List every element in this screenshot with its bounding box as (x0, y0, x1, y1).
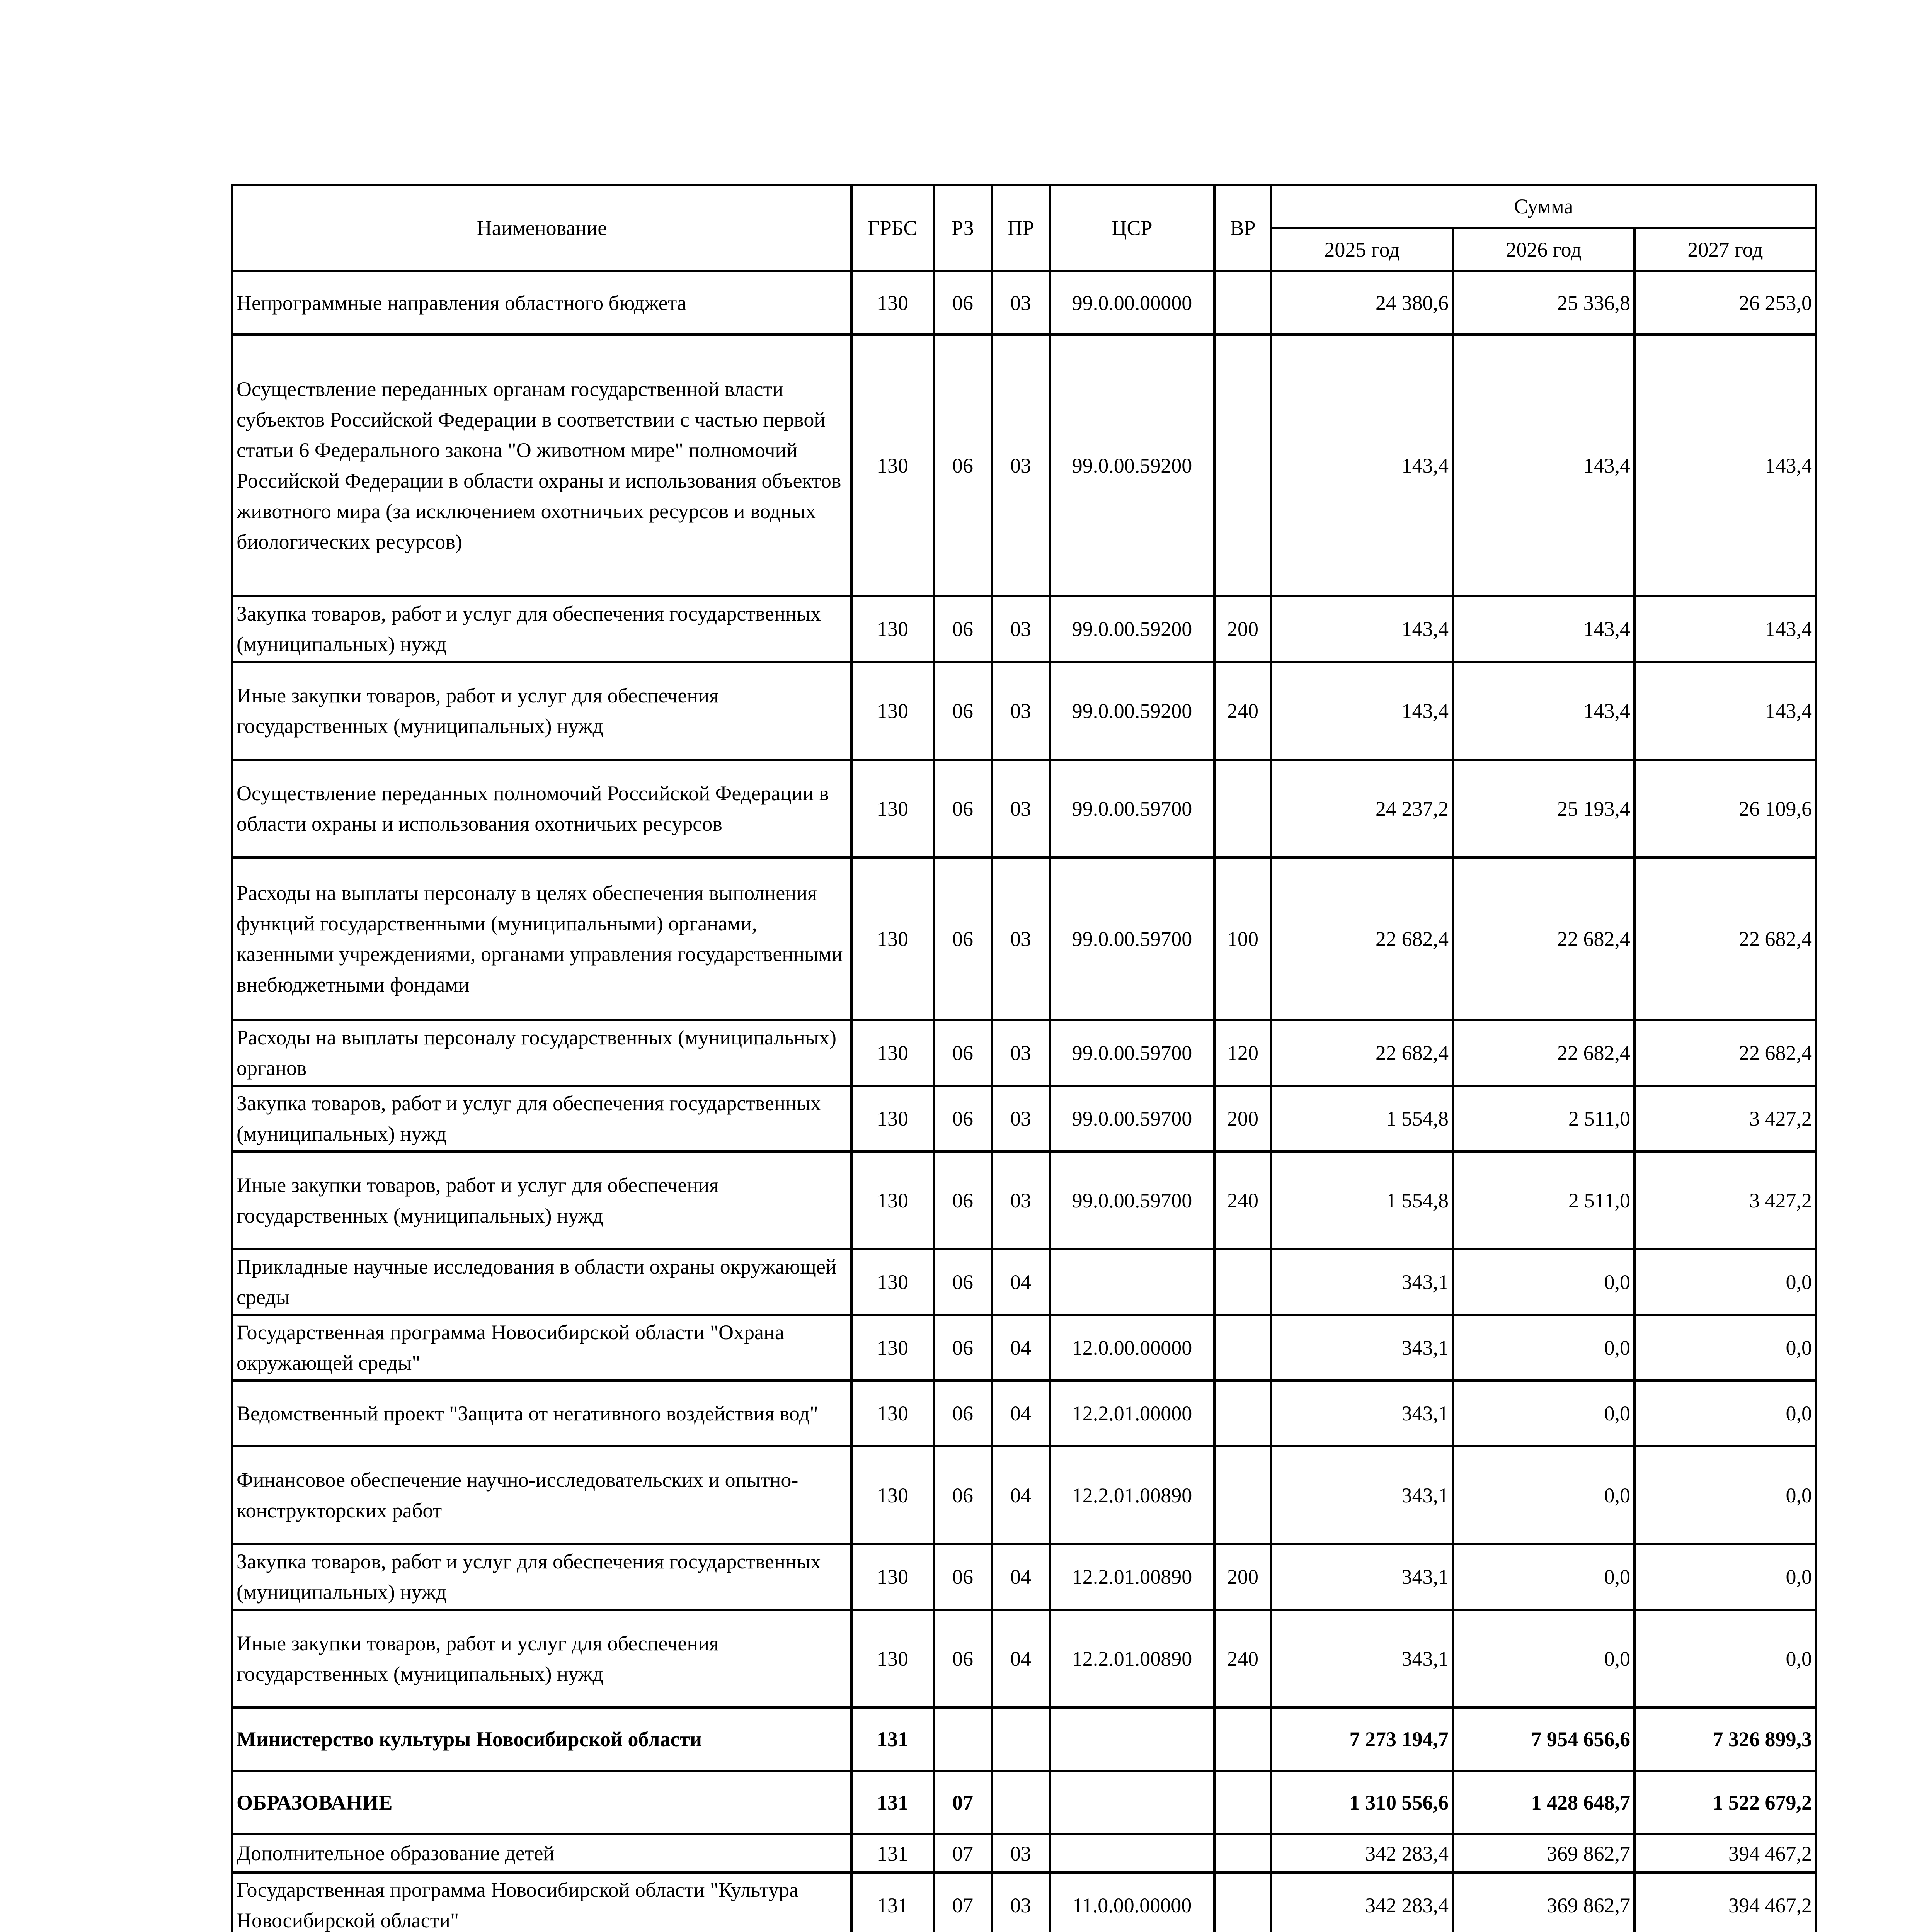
cell-y2027: 0,0 (1634, 1544, 1816, 1610)
cell-y2027: 0,0 (1634, 1249, 1816, 1315)
header-2025: 2025 год (1271, 228, 1453, 271)
cell-y2027: 26 109,6 (1634, 760, 1816, 857)
cell-y2025: 143,4 (1271, 662, 1453, 760)
cell-name: Осуществление переданных органам государственной власти субъектов Российской Федерации в соответствии с частью первой статьи 6 Федерального закона "О животном мире" полномочий Российской Федерации в области охраны и использования объектов животного мира (за исключением охотничьих ресурсов и водных биологических ресурсов) (232, 335, 851, 596)
cell-grbs: 130 (851, 1151, 934, 1249)
cell-pr: 04 (992, 1610, 1050, 1708)
cell-y2026: 0,0 (1453, 1381, 1634, 1446)
cell-y2026: 0,0 (1453, 1446, 1634, 1544)
header-2027: 2027 год (1634, 228, 1816, 271)
cell-grbs: 130 (851, 1315, 934, 1381)
cell-csr: 99.0.00.59200 (1050, 662, 1214, 760)
cell-y2026: 369 862,7 (1453, 1834, 1634, 1872)
cell-vr (1214, 335, 1271, 596)
cell-y2026: 143,4 (1453, 662, 1634, 760)
cell-grbs: 130 (851, 335, 934, 596)
cell-vr: 200 (1214, 1086, 1271, 1151)
table-row (232, 1771, 1816, 1834)
cell-pr: 03 (992, 1020, 1050, 1086)
cell-y2027: 26 253,0 (1634, 271, 1816, 335)
cell-y2025: 343,1 (1271, 1544, 1453, 1610)
cell-rz: 06 (934, 857, 992, 1020)
cell-pr: 03 (992, 1151, 1050, 1249)
cell-y2025: 22 682,4 (1271, 857, 1453, 1020)
cell-grbs: 130 (851, 1381, 934, 1446)
cell-pr: 04 (992, 1315, 1050, 1381)
cell-y2025: 24 380,6 (1271, 271, 1453, 335)
cell-name: Закупка товаров, работ и услуг для обеспечения государственных (муниципальных) нужд (232, 596, 851, 662)
cell-vr (1214, 1381, 1271, 1446)
cell-vr: 200 (1214, 596, 1271, 662)
table-row (232, 662, 1816, 760)
cell-csr (1050, 1771, 1214, 1834)
cell-csr: 12.0.00.00000 (1050, 1315, 1214, 1381)
cell-grbs: 130 (851, 271, 934, 335)
cell-rz: 06 (934, 662, 992, 760)
cell-y2025: 1 554,8 (1271, 1086, 1453, 1151)
cell-y2027: 3 427,2 (1634, 1151, 1816, 1249)
cell-vr: 240 (1214, 1151, 1271, 1249)
cell-grbs: 130 (851, 760, 934, 857)
cell-rz: 06 (934, 335, 992, 596)
cell-y2025: 343,1 (1271, 1446, 1453, 1544)
cell-rz: 07 (934, 1771, 992, 1834)
cell-y2027: 394 467,2 (1634, 1834, 1816, 1872)
cell-csr: 12.2.01.00890 (1050, 1446, 1214, 1544)
cell-rz: 06 (934, 1446, 992, 1544)
table-row (232, 1544, 1816, 1610)
cell-y2027: 22 682,4 (1634, 1020, 1816, 1086)
cell-y2026: 1 428 648,7 (1453, 1771, 1634, 1834)
header-2026: 2026 год (1453, 228, 1634, 271)
cell-name: Расходы на выплаты персоналу в целях обеспечения выполнения функций государственными (муниципальными) органами, казенными учреждениями, органами управления государственными внебюджетными фондами (232, 857, 851, 1020)
cell-vr (1214, 760, 1271, 857)
table-row (232, 1020, 1816, 1086)
cell-grbs: 130 (851, 1610, 934, 1708)
cell-vr: 240 (1214, 662, 1271, 760)
cell-grbs: 130 (851, 857, 934, 1020)
cell-name: Прикладные научные исследования в области охраны окружающей среды (232, 1249, 851, 1315)
cell-y2025: 143,4 (1271, 596, 1453, 662)
cell-rz: 06 (934, 760, 992, 857)
cell-pr: 03 (992, 760, 1050, 857)
cell-y2026: 0,0 (1453, 1544, 1634, 1610)
header-pr: ПР (992, 185, 1050, 271)
cell-pr: 03 (992, 271, 1050, 335)
cell-csr: 99.0.00.59700 (1050, 1020, 1214, 1086)
cell-y2026: 0,0 (1453, 1610, 1634, 1708)
cell-y2026: 143,4 (1453, 335, 1634, 596)
cell-csr: 12.2.01.00890 (1050, 1610, 1214, 1708)
cell-y2026: 2 511,0 (1453, 1086, 1634, 1151)
cell-vr: 120 (1214, 1020, 1271, 1086)
cell-y2025: 1 554,8 (1271, 1151, 1453, 1249)
cell-csr (1050, 1249, 1214, 1315)
cell-pr: 04 (992, 1446, 1050, 1544)
cell-y2026: 2 511,0 (1453, 1151, 1634, 1249)
cell-y2026: 0,0 (1453, 1249, 1634, 1315)
header-csr: ЦСР (1050, 185, 1214, 271)
table-row (232, 857, 1816, 1020)
cell-y2027: 143,4 (1634, 596, 1816, 662)
cell-name: Расходы на выплаты персоналу государственных (муниципальных) органов (232, 1020, 851, 1086)
cell-csr: 99.0.00.59200 (1050, 335, 1214, 596)
cell-csr (1050, 1834, 1214, 1872)
cell-vr (1214, 1708, 1271, 1771)
cell-name: Министерство культуры Новосибирской области (232, 1708, 851, 1771)
cell-y2026: 25 193,4 (1453, 760, 1634, 857)
cell-y2025: 143,4 (1271, 335, 1453, 596)
cell-csr: 99.0.00.59700 (1050, 1151, 1214, 1249)
cell-csr: 99.0.00.59700 (1050, 857, 1214, 1020)
cell-grbs: 130 (851, 1446, 934, 1544)
cell-name: Государственная программа Новосибирской области "Культура Новосибирской области" (232, 1872, 851, 1932)
cell-y2027: 0,0 (1634, 1610, 1816, 1708)
cell-rz: 07 (934, 1834, 992, 1872)
cell-rz: 06 (934, 1381, 992, 1446)
cell-grbs: 131 (851, 1872, 934, 1932)
cell-grbs: 131 (851, 1771, 934, 1834)
cell-csr: 99.0.00.59700 (1050, 760, 1214, 857)
cell-csr (1050, 1708, 1214, 1771)
cell-y2027: 143,4 (1634, 662, 1816, 760)
cell-y2027: 7 326 899,3 (1634, 1708, 1816, 1771)
cell-pr (992, 1708, 1050, 1771)
cell-rz: 06 (934, 1315, 992, 1381)
cell-y2026: 7 954 656,6 (1453, 1708, 1634, 1771)
table-row (232, 1834, 1816, 1872)
table-row (232, 1610, 1816, 1708)
cell-vr (1214, 1771, 1271, 1834)
cell-y2027: 143,4 (1634, 335, 1816, 596)
table-row (232, 1249, 1816, 1315)
table-row (232, 271, 1816, 335)
cell-y2026: 143,4 (1453, 596, 1634, 662)
cell-rz: 06 (934, 1249, 992, 1315)
cell-y2027: 0,0 (1634, 1381, 1816, 1446)
cell-y2025: 342 283,4 (1271, 1872, 1453, 1932)
cell-vr (1214, 1872, 1271, 1932)
cell-grbs: 130 (851, 1249, 934, 1315)
cell-pr: 04 (992, 1381, 1050, 1446)
header-grbs: ГРБС (851, 185, 934, 271)
cell-y2025: 343,1 (1271, 1249, 1453, 1315)
cell-rz: 06 (934, 1544, 992, 1610)
cell-rz: 06 (934, 596, 992, 662)
cell-name: Ведомственный проект "Защита от негативного воздействия вод" (232, 1381, 851, 1446)
cell-y2026: 25 336,8 (1453, 271, 1634, 335)
cell-name: Дополнительное образование детей (232, 1834, 851, 1872)
cell-y2025: 343,1 (1271, 1315, 1453, 1381)
cell-y2027: 394 467,2 (1634, 1872, 1816, 1932)
cell-name: Государственная программа Новосибирской области "Охрана окружающей среды" (232, 1315, 851, 1381)
cell-pr (992, 1771, 1050, 1834)
cell-rz: 06 (934, 1610, 992, 1708)
cell-y2025: 343,1 (1271, 1381, 1453, 1446)
cell-grbs: 131 (851, 1834, 934, 1872)
cell-y2026: 22 682,4 (1453, 1020, 1634, 1086)
cell-y2025: 7 273 194,7 (1271, 1708, 1453, 1771)
table-row (232, 1381, 1816, 1446)
cell-pr: 03 (992, 596, 1050, 662)
cell-y2027: 0,0 (1634, 1446, 1816, 1544)
table-body (232, 271, 1816, 1932)
cell-vr (1214, 1446, 1271, 1544)
cell-vr (1214, 1834, 1271, 1872)
cell-y2026: 22 682,4 (1453, 857, 1634, 1020)
cell-pr: 03 (992, 662, 1050, 760)
table-row (232, 1315, 1816, 1381)
cell-rz: 06 (934, 1086, 992, 1151)
cell-y2027: 22 682,4 (1634, 857, 1816, 1020)
budget-table (231, 184, 1817, 1932)
cell-name: Иные закупки товаров, работ и услуг для обеспечения государственных (муниципальных) нужд (232, 662, 851, 760)
table-row (232, 1446, 1816, 1544)
table-row (232, 335, 1816, 596)
cell-rz: 07 (934, 1872, 992, 1932)
cell-y2027: 1 522 679,2 (1634, 1771, 1816, 1834)
cell-grbs: 131 (851, 1708, 934, 1771)
cell-vr (1214, 271, 1271, 335)
cell-rz: 06 (934, 271, 992, 335)
cell-vr (1214, 1315, 1271, 1381)
table-row (232, 1872, 1816, 1932)
cell-vr: 200 (1214, 1544, 1271, 1610)
cell-y2026: 369 862,7 (1453, 1872, 1634, 1932)
cell-vr: 240 (1214, 1610, 1271, 1708)
cell-y2026: 0,0 (1453, 1315, 1634, 1381)
cell-name: Непрограммные направления областного бюджета (232, 271, 851, 335)
header-rz: РЗ (934, 185, 992, 271)
cell-y2027: 3 427,2 (1634, 1086, 1816, 1151)
cell-y2025: 24 237,2 (1271, 760, 1453, 857)
cell-grbs: 130 (851, 596, 934, 662)
table-row (232, 1708, 1816, 1771)
cell-name: Иные закупки товаров, работ и услуг для обеспечения государственных (муниципальных) нужд (232, 1610, 851, 1708)
cell-name: Закупка товаров, работ и услуг для обеспечения государственных (муниципальных) нужд (232, 1086, 851, 1151)
cell-csr: 99.0.00.59200 (1050, 596, 1214, 662)
cell-grbs: 130 (851, 662, 934, 760)
cell-csr: 12.2.01.00000 (1050, 1381, 1214, 1446)
header-name: Наименование (232, 185, 851, 271)
cell-name: ОБРАЗОВАНИЕ (232, 1771, 851, 1834)
cell-y2027: 0,0 (1634, 1315, 1816, 1381)
cell-pr: 03 (992, 1086, 1050, 1151)
header-vr: ВР (1214, 185, 1271, 271)
cell-pr: 04 (992, 1544, 1050, 1610)
cell-y2025: 342 283,4 (1271, 1834, 1453, 1872)
cell-y2025: 1 310 556,6 (1271, 1771, 1453, 1834)
cell-y2025: 22 682,4 (1271, 1020, 1453, 1086)
cell-name: Осуществление переданных полномочий Российской Федерации в области охраны и использования охотничьих ресурсов (232, 760, 851, 857)
table-row (232, 596, 1816, 662)
cell-name: Закупка товаров, работ и услуг для обеспечения государственных (муниципальных) нужд (232, 1544, 851, 1610)
cell-y2025: 343,1 (1271, 1610, 1453, 1708)
cell-pr: 03 (992, 335, 1050, 596)
cell-pr: 03 (992, 1872, 1050, 1932)
header-sum: Сумма (1271, 185, 1816, 228)
cell-grbs: 130 (851, 1544, 934, 1610)
cell-name: Финансовое обеспечение научно-исследовательских и опытно-конструкторских работ (232, 1446, 851, 1544)
cell-rz: 06 (934, 1151, 992, 1249)
cell-csr: 99.0.00.59700 (1050, 1086, 1214, 1151)
cell-pr: 03 (992, 1834, 1050, 1872)
cell-rz: 06 (934, 1020, 992, 1086)
table-row (232, 1151, 1816, 1249)
cell-pr: 03 (992, 857, 1050, 1020)
cell-vr: 100 (1214, 857, 1271, 1020)
table-row (232, 760, 1816, 857)
cell-vr (1214, 1249, 1271, 1315)
cell-csr: 12.2.01.00890 (1050, 1544, 1214, 1610)
table-row (232, 1086, 1816, 1151)
cell-csr: 99.0.00.00000 (1050, 271, 1214, 335)
cell-grbs: 130 (851, 1086, 934, 1151)
cell-rz (934, 1708, 992, 1771)
cell-csr: 11.0.00.00000 (1050, 1872, 1214, 1932)
cell-name: Иные закупки товаров, работ и услуг для обеспечения государственных (муниципальных) нужд (232, 1151, 851, 1249)
cell-pr: 04 (992, 1249, 1050, 1315)
cell-grbs: 130 (851, 1020, 934, 1086)
